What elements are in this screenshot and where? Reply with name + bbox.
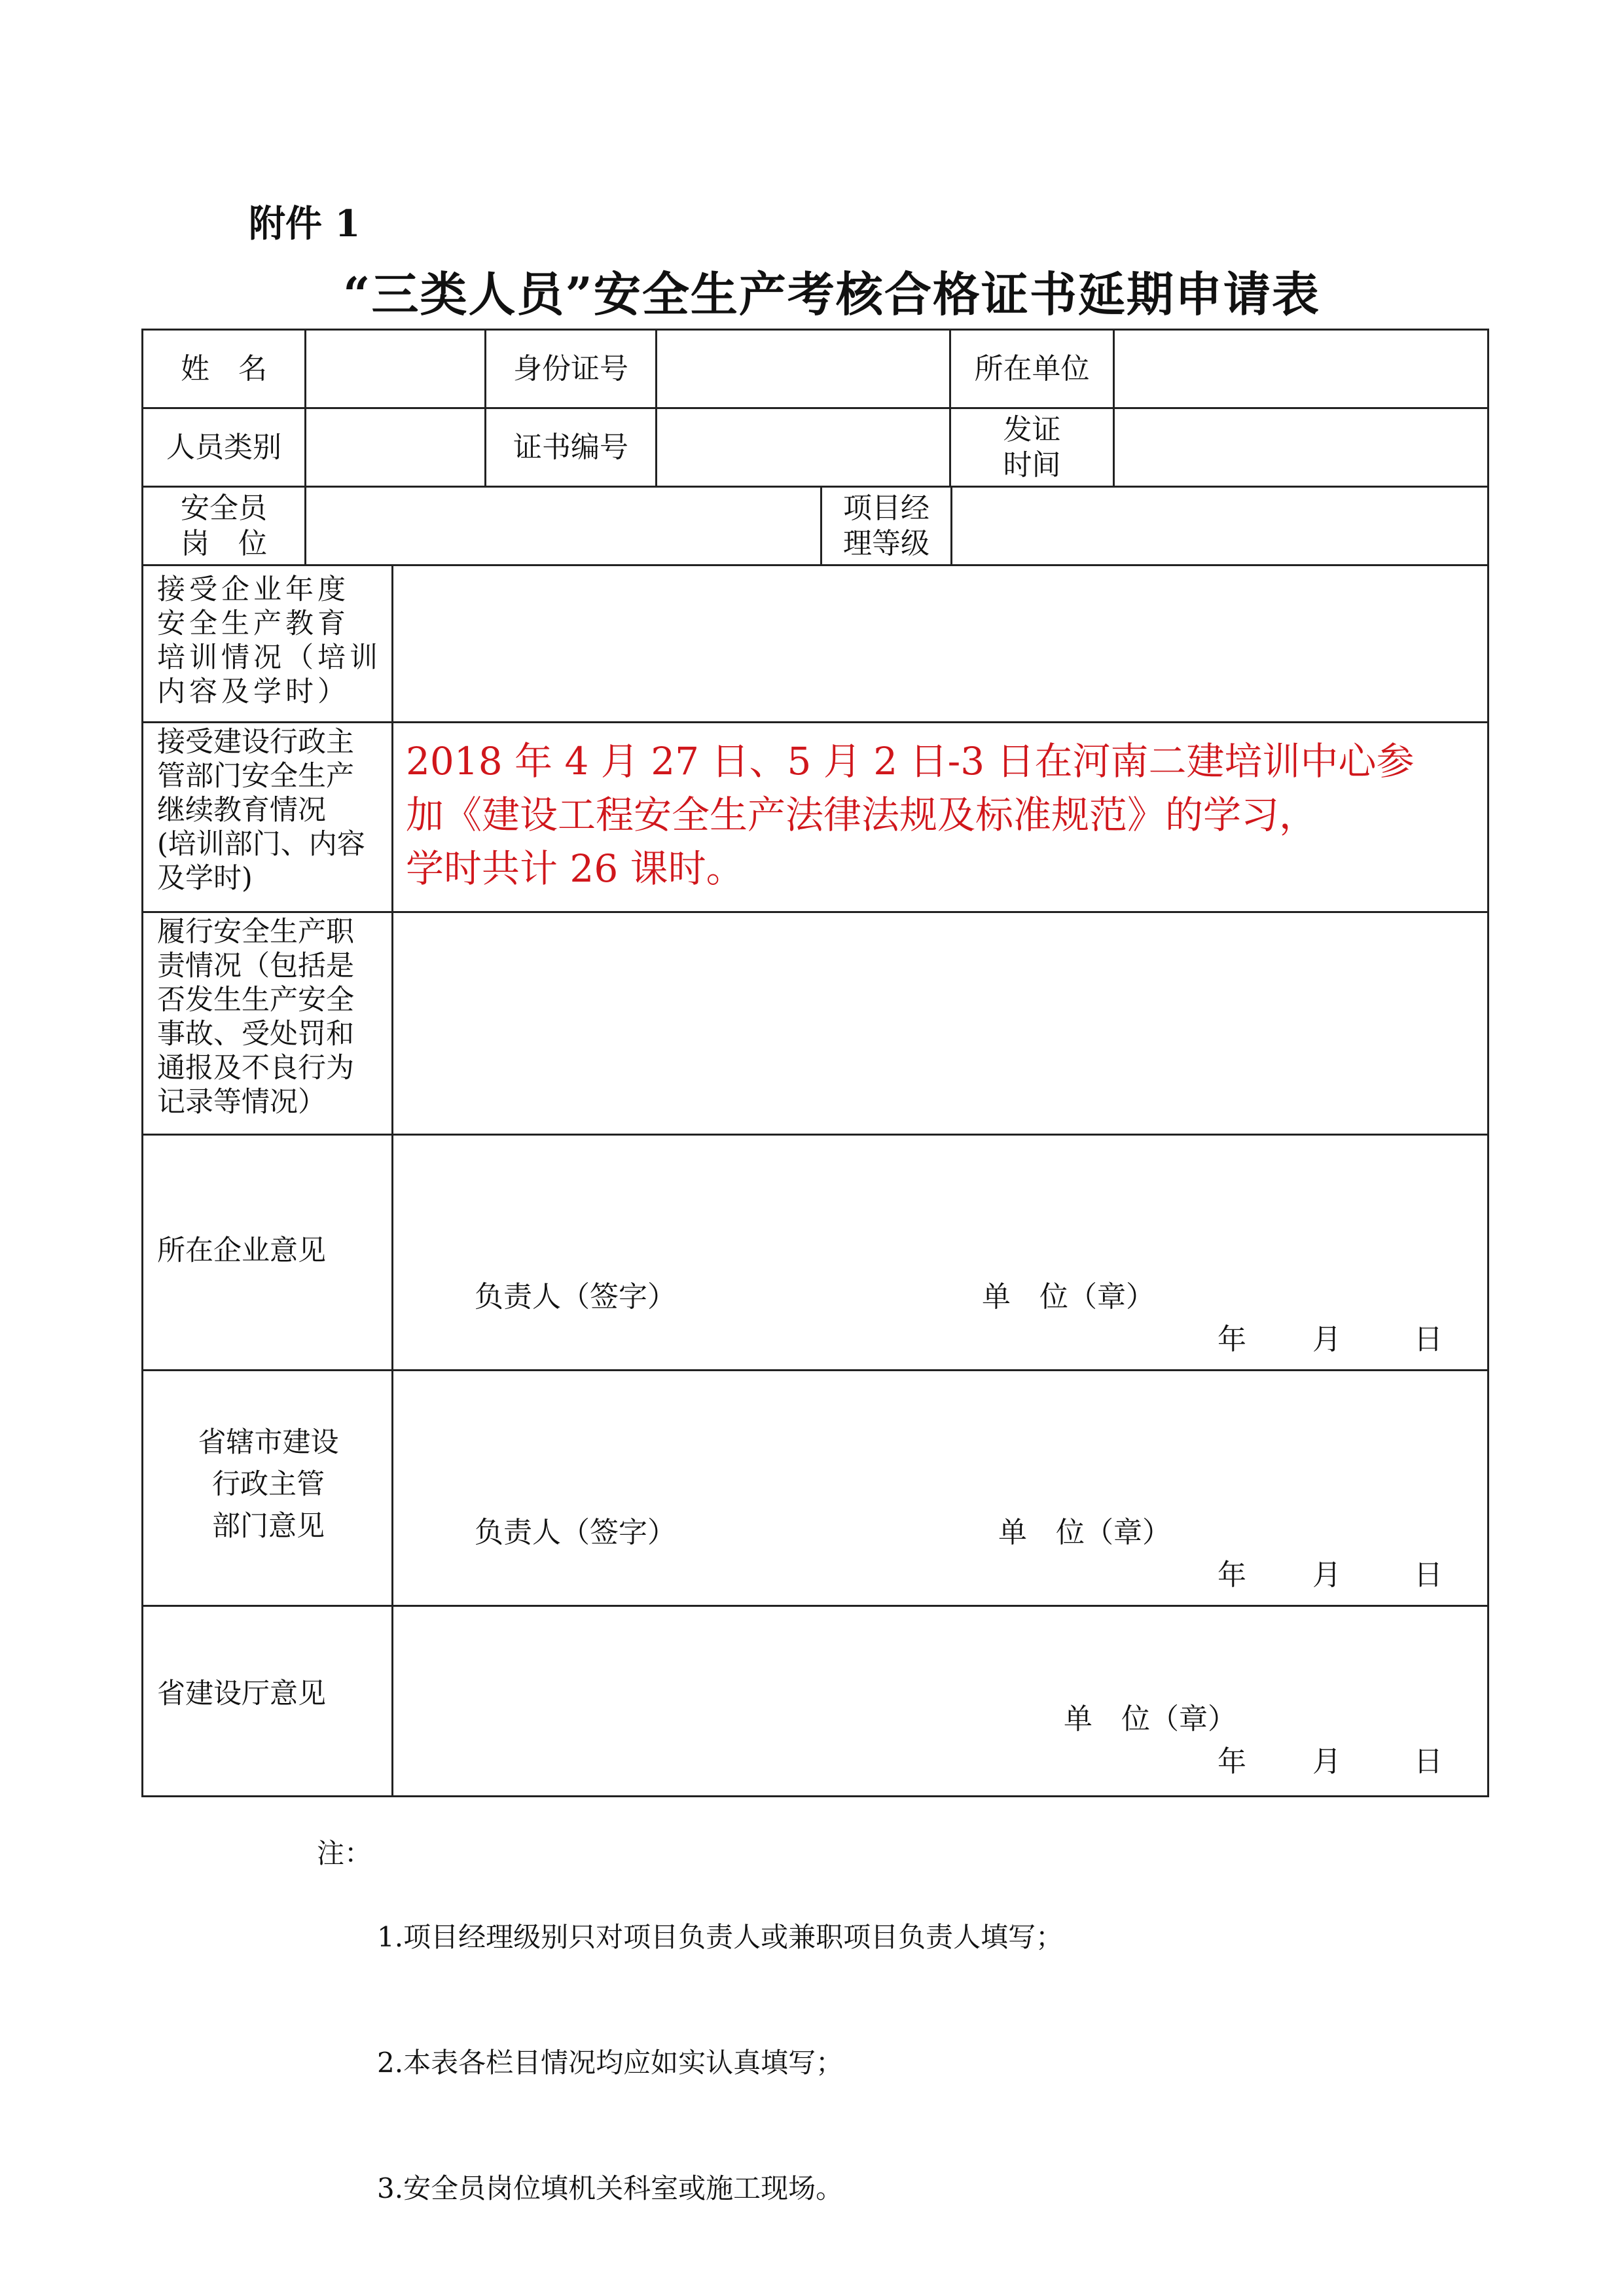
attachment-label: 附件 1 (249, 202, 361, 245)
province-date-day: 日 (1414, 1745, 1443, 1778)
unit-label: 所在单位 (974, 351, 1090, 386)
notes-list (377, 1833, 1063, 2251)
notes-prefix: 注： (317, 1837, 372, 1869)
enterprise-responsible-sign[interactable]: 负责人（签字） (475, 1280, 676, 1314)
duty-performance-label: 履行安全生产职 责情况（包括是 否发生生产安全 事故、受处罚和 通报及不良行为 记录等情况） (157, 916, 354, 1119)
city-date-day: 日 (1414, 1558, 1443, 1592)
cert-number-field[interactable] (657, 409, 949, 486)
province-date-year: 年 (1218, 1745, 1246, 1778)
safety-post-field[interactable] (306, 488, 820, 564)
note-item: 1.项目经理级别只对项目负责人或兼职项目负责人填写； (377, 1921, 1064, 1953)
province-unit-seal[interactable]: 单 位（章） (1064, 1702, 1236, 1736)
province-opinion-label: 省建设厅意见 (157, 1677, 326, 1710)
city-date-month: 月 (1312, 1558, 1341, 1592)
cert-number-label: 证书编号 (513, 430, 628, 464)
city-date-year: 年 (1218, 1558, 1246, 1592)
enterprise-unit-seal[interactable]: 单 位（章） (982, 1280, 1155, 1314)
city-opinion-label: 省辖市建设 行政主管 部门意见 (198, 1426, 339, 1543)
unit-field[interactable] (1115, 331, 1487, 407)
pm-level-label: 项目经 理等级 (843, 491, 929, 560)
id-number-field[interactable] (657, 331, 949, 407)
enterprise-date-month: 月 (1312, 1323, 1341, 1356)
enterprise-date-year: 年 (1218, 1323, 1246, 1356)
name-field[interactable] (306, 331, 484, 407)
note-item: 3.安全员岗位填机关科室或施工现场。 (377, 2172, 844, 2204)
safety-post-label: 安全员 岗 位 (181, 491, 267, 560)
form-title: “三类人员”安全生产考核合格证书延期申请表 (343, 266, 1320, 322)
category-label: 人员类别 (166, 430, 281, 464)
issue-date-field[interactable] (1115, 409, 1487, 486)
continuing-education-value[interactable]: 2018 年 4 月 27 日、5 月 2 日-3 日在河南二建培训中心参 加《建设工程安全生产法律法规及标准规范》的学习， 学时共计 26 课时。 (406, 739, 1415, 891)
annual-training-label: 接受企业年度 安全生产教育 培训情况（培训 内容及学时） (157, 573, 382, 708)
category-field[interactable] (306, 409, 484, 486)
province-date-month: 月 (1312, 1745, 1341, 1778)
annual-training-field[interactable] (393, 566, 1487, 721)
pm-level-field[interactable] (952, 488, 1487, 564)
issue-date-label: 发证 时间 (1003, 412, 1061, 482)
city-unit-seal[interactable]: 单 位（章） (998, 1516, 1171, 1549)
enterprise-opinion-label: 所在企业意见 (157, 1234, 326, 1267)
duty-performance-field[interactable] (393, 913, 1487, 1134)
id-number-label: 身份证号 (513, 351, 628, 386)
enterprise-date-day: 日 (1414, 1323, 1443, 1356)
note-item: 2.本表各栏目情况均应如实认真填写； (377, 2047, 844, 2079)
continuing-education-label: 接受建设行政主 管部门安全生产 继续教育情况 (培训部门、内容 及学时) (157, 726, 365, 895)
city-responsible-sign[interactable]: 负责人（签字） (475, 1516, 676, 1549)
name-label: 姓 名 (181, 351, 267, 386)
